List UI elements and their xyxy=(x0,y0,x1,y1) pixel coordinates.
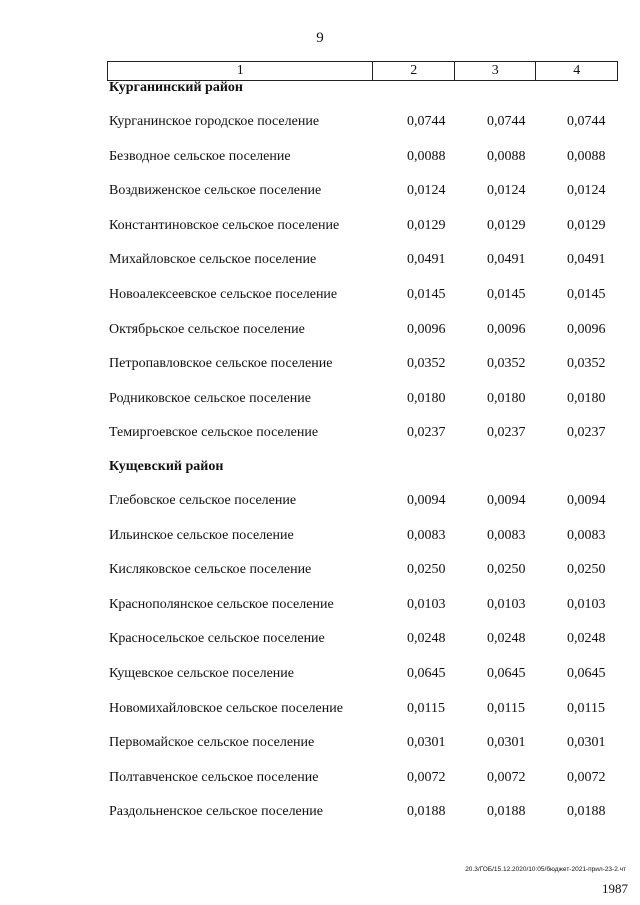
table-row xyxy=(109,631,629,651)
page-number: 9 xyxy=(316,30,324,46)
value-col-4: 0,0115 xyxy=(567,700,605,716)
table-header xyxy=(107,61,618,81)
table-row xyxy=(109,114,629,134)
table-row xyxy=(109,322,629,342)
value-col-3: 0,0237 xyxy=(487,425,526,441)
value-col-2: 0,0645 xyxy=(407,666,446,681)
value-col-2: 0,0072 xyxy=(407,769,446,785)
value-col-3: 0,0145 xyxy=(487,287,526,302)
table-row xyxy=(109,493,629,513)
settlement-name: Раздольненское сельское поселение xyxy=(109,804,323,820)
settlement-name: Глебовское сельское поселение xyxy=(109,493,297,508)
settlement-name: Кущевское сельское поселение xyxy=(109,666,294,681)
value-col-2: 0,0248 xyxy=(407,631,446,647)
settlement-name: Краснополянское сельское поселение xyxy=(109,596,334,612)
value-col-3: 0,0250 xyxy=(487,562,526,578)
value-col-2: 0,0744 xyxy=(407,114,446,129)
value-col-3: 0,0352 xyxy=(487,356,526,372)
value-col-2: 0,0237 xyxy=(407,425,446,441)
value-col-2: 0,0352 xyxy=(407,356,446,372)
table-row xyxy=(109,666,629,686)
value-col-2: 0,0103 xyxy=(407,596,446,612)
value-col-4: 0,0072 xyxy=(567,769,606,785)
table-row xyxy=(109,562,629,582)
settlement-name: Новоалексеевское сельское поселение xyxy=(109,287,338,302)
settlement-name: Курганинское городское поселение xyxy=(109,114,320,129)
value-col-3: 0,0180 xyxy=(487,390,526,406)
value-col-2: 0,0188 xyxy=(407,804,446,820)
settlement-name: Полтавченское сельское поселение xyxy=(109,769,319,785)
value-col-4: 0,0103 xyxy=(567,596,606,612)
header-col-2: 2 xyxy=(372,62,454,80)
settlement-name: Михайловское сельское поселение xyxy=(109,252,317,268)
value-col-2: 0,0129 xyxy=(407,217,446,233)
value-col-2: 0,0491 xyxy=(407,252,446,268)
value-col-3: 0,0094 xyxy=(487,493,526,508)
value-col-2: 0,0088 xyxy=(407,148,446,164)
settlement-name: Первомайское сельское поселение xyxy=(109,735,315,751)
value-col-3: 0,0301 xyxy=(487,735,526,751)
value-col-3: 0,0115 xyxy=(487,700,525,716)
table-row xyxy=(109,149,629,169)
value-col-4: 0,0124 xyxy=(567,183,606,199)
settlement-name: Константиновское сельское поселение xyxy=(109,217,340,233)
table-row xyxy=(109,218,629,238)
table-row xyxy=(109,252,629,272)
value-col-4: 0,0083 xyxy=(567,527,606,543)
value-col-2: 0,0301 xyxy=(407,735,446,751)
settlement-name: Красносельское сельское поселение xyxy=(109,631,325,647)
value-col-4: 0,0188 xyxy=(567,804,606,820)
header-col-3: 3 xyxy=(454,62,536,80)
value-col-3: 0,0088 xyxy=(487,148,526,164)
value-col-4: 0,0237 xyxy=(567,425,606,441)
value-col-4: 0,0088 xyxy=(567,148,606,164)
value-col-2: 0,0124 xyxy=(407,183,446,199)
footer-stamp: 1987 xyxy=(602,881,628,896)
value-col-2: 0,0180 xyxy=(407,390,446,406)
table-row xyxy=(109,528,629,548)
value-col-2: 0,0096 xyxy=(407,321,446,337)
value-col-4: 0,0096 xyxy=(567,321,606,337)
settlement-name: Новомихайловское сельское поселение xyxy=(109,700,343,716)
value-col-4: 0,0250 xyxy=(567,562,606,578)
value-col-4: 0,0094 xyxy=(567,493,606,508)
settlement-name: Родниковское сельское поселение xyxy=(109,390,311,406)
settlement-name: Кисляковское сельское поселение xyxy=(109,562,312,578)
value-col-4: 0,0491 xyxy=(567,252,606,268)
value-col-3: 0,0491 xyxy=(487,252,526,268)
value-col-2: 0,0094 xyxy=(407,493,446,508)
value-col-3: 0,0124 xyxy=(487,183,526,199)
table-row xyxy=(109,287,629,307)
value-col-3: 0,0083 xyxy=(487,527,526,543)
table-row xyxy=(109,804,629,824)
value-col-4: 0,0129 xyxy=(567,217,606,233)
table-row xyxy=(109,770,629,790)
district-title: Кущевский район xyxy=(109,459,224,474)
value-col-2: 0,0145 xyxy=(407,287,446,302)
district-title: Курганинский район xyxy=(109,80,243,95)
footer-code: 20.3/ГОБ/15.12.2020/10:05/бюджет-2021-прил-23-2.чт xyxy=(465,866,626,873)
value-col-3: 0,0248 xyxy=(487,631,526,647)
value-col-2: 0,0250 xyxy=(407,562,446,578)
value-col-4: 0,0301 xyxy=(567,735,606,751)
header-col-1: 1 xyxy=(236,63,244,78)
value-col-4: 0,0744 xyxy=(567,114,606,129)
value-col-3: 0,0645 xyxy=(487,666,526,681)
settlement-name: Безводное сельское поселение xyxy=(109,148,291,164)
value-col-3: 0,0072 xyxy=(487,769,526,785)
value-col-4: 0,0645 xyxy=(567,666,606,681)
table-row xyxy=(109,425,629,445)
settlement-name: Темиргоевское сельское поселение xyxy=(109,425,319,441)
table-row xyxy=(109,597,629,617)
table-row xyxy=(109,183,629,203)
header-col-4: 4 xyxy=(535,62,617,80)
settlement-name: Петропавловское сельское поселение xyxy=(109,356,333,372)
value-col-3: 0,0744 xyxy=(487,114,526,129)
table-row xyxy=(109,356,629,376)
settlement-name: Воздвиженское сельское поселение xyxy=(109,183,322,199)
value-col-4: 0,0248 xyxy=(567,631,606,647)
value-col-4: 0,0145 xyxy=(567,287,606,302)
table-row xyxy=(109,391,629,411)
value-col-3: 0,0096 xyxy=(487,321,526,337)
value-col-3: 0,0188 xyxy=(487,804,526,820)
settlement-name: Ильинское сельское поселение xyxy=(109,527,294,543)
table-row xyxy=(109,735,629,755)
value-col-2: 0,0115 xyxy=(407,700,445,716)
value-col-3: 0,0103 xyxy=(487,596,526,612)
value-col-4: 0,0352 xyxy=(567,356,606,372)
table-row xyxy=(109,701,629,721)
value-col-3: 0,0129 xyxy=(487,217,526,233)
settlement-name: Октябрьское сельское поселение xyxy=(109,321,305,337)
value-col-4: 0,0180 xyxy=(567,390,606,406)
value-col-2: 0,0083 xyxy=(407,527,446,543)
